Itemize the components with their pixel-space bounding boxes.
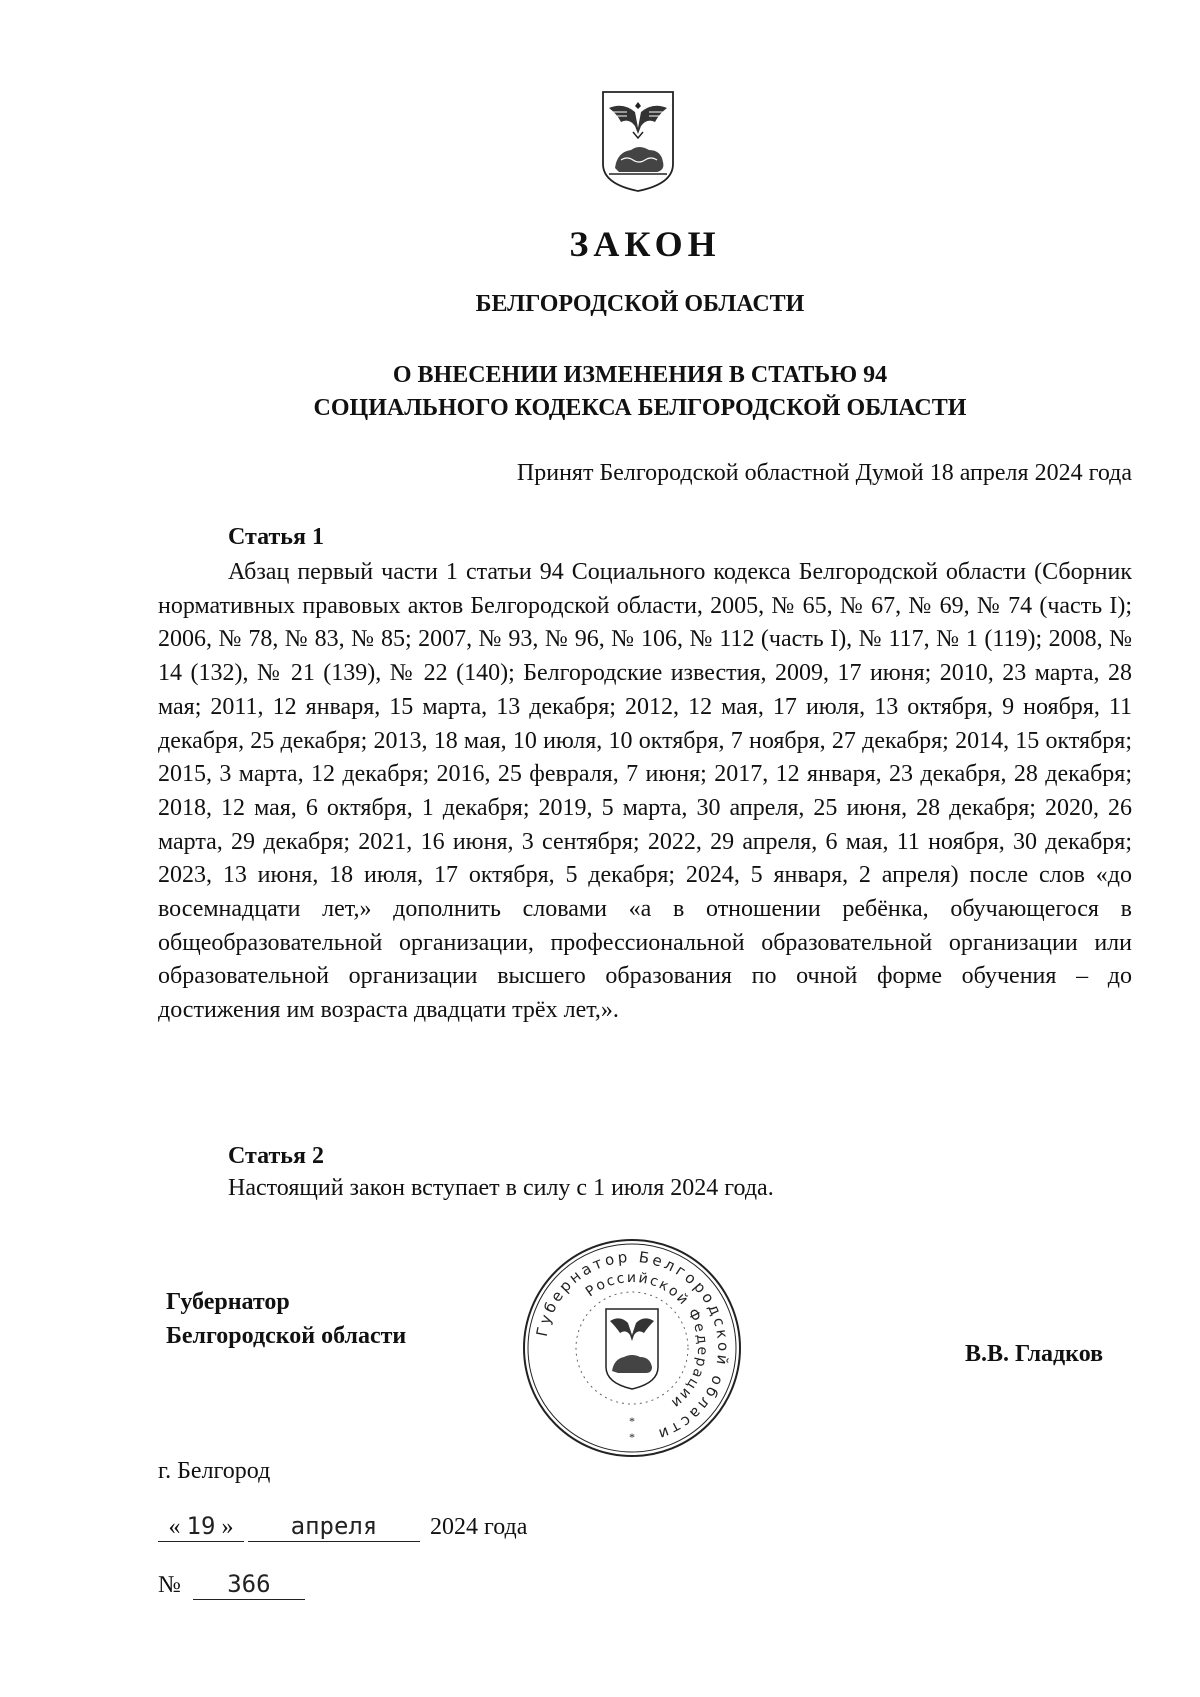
date-day: 19	[186, 1512, 216, 1540]
date-year: 2024 года	[430, 1514, 528, 1540]
article-2-heading: Статья 2	[228, 1143, 324, 1169]
svg-text:*: *	[629, 1430, 635, 1444]
signatory-name: В.В. Гладков	[965, 1341, 1104, 1367]
document-number	[158, 1570, 305, 1600]
signing-place: г. Белгород	[158, 1458, 271, 1484]
official-seal	[518, 1235, 746, 1461]
law-name-line-2: СОЦИАЛЬНОГО КОДЕКСА БЕЛГОРОДСКОЙ ОБЛАСТИ	[313, 395, 967, 421]
svg-text:Российской Федерации: Российской Федерации	[582, 1269, 711, 1413]
svg-text:Губернатор Белгородской област: Губернатор Белгородской области	[532, 1247, 733, 1445]
number-value: 366	[227, 1570, 271, 1598]
svg-text:*: *	[629, 1414, 635, 1428]
coat-of-arms-icon	[597, 88, 679, 194]
signatory-position-line-2: Белгородской области	[166, 1323, 407, 1349]
law-name-line-1: О ВНЕСЕНИИ ИЗМЕНЕНИЯ В СТАТЬЮ 94	[392, 362, 888, 388]
document-title: ЗАКОН	[569, 224, 721, 264]
article-2-text: Настоящий закон вступает в силу с 1 июля 2024 года.	[228, 1175, 774, 1201]
document-subtitle: БЕЛГОРОДСКОЙ ОБЛАСТИ	[475, 291, 805, 317]
signatory-position-line-1: Губернатор	[166, 1289, 290, 1315]
article-1-heading: Статья 1	[228, 524, 324, 550]
article-1-text: Абзац первый части 1 статьи 94 Социального кодекса Белгородской области (Сборник нормативных правовых актов Белгородской области, 2005, № 65, № 67, № 69, № 74 (часть I); 2006, № 78, № 83, № 85; 2007, № 93, № 96, № 106, № 112 (часть I), № 117, № 1 (119); 2008, № 14 (132), № 21 (139), № 22 (140); Белгородские известия, 2009, 17 июня; 2010, 23 марта, 28 мая; 2011, 12 января, 15 марта, 13 декабря; 2012, 12 мая, 17 июля, 13 октября, 9 ноября, 11 декабря, 25 декабря; 2013, 18 мая, 10 июля, 10 октября, 7 ноября, 27 декабря; 2014, 15 октября; 2015, 3 марта, 12 декабря; 2016, 25 февраля, 7 июня; 2017, 12 января, 23 декабря, 28 декабря; 2018, 12 мая, 6 октября, 1 декабря; 2019, 5 марта, 30 апреля, 25 июня, 28 декабря; 2020, 26 марта, 29 декабря; 2021, 16 июня, 3 сентября; 2022, 29 апреля, 6 мая, 11 ноября, 30 декабря; 2023, 13 июня, 18 июля, 17 октября, 5 декабря; 2024, 5 января, 2 апреля) после слов «до восемнадцати лет,» дополнить словами «а в отношении ребёнка, обучающегося в общеобразовательной организации, профессиональной образовательной организации или образовательной организации высшего образования по очной форме обучения – до достижения им возраста двадцати трёх лет,».	[158, 559, 1132, 1024]
number-label: №	[158, 1572, 181, 1598]
number-field	[193, 1570, 305, 1600]
signing-date	[158, 1512, 527, 1542]
adoption-note: Принят Белгородской областной Думой 18 апреля 2024 года	[516, 460, 1132, 486]
date-day-field: « 19 »	[158, 1512, 244, 1542]
date-month-field	[248, 1512, 420, 1542]
signatory-position	[166, 1285, 406, 1353]
date-month: апреля	[290, 1512, 378, 1540]
